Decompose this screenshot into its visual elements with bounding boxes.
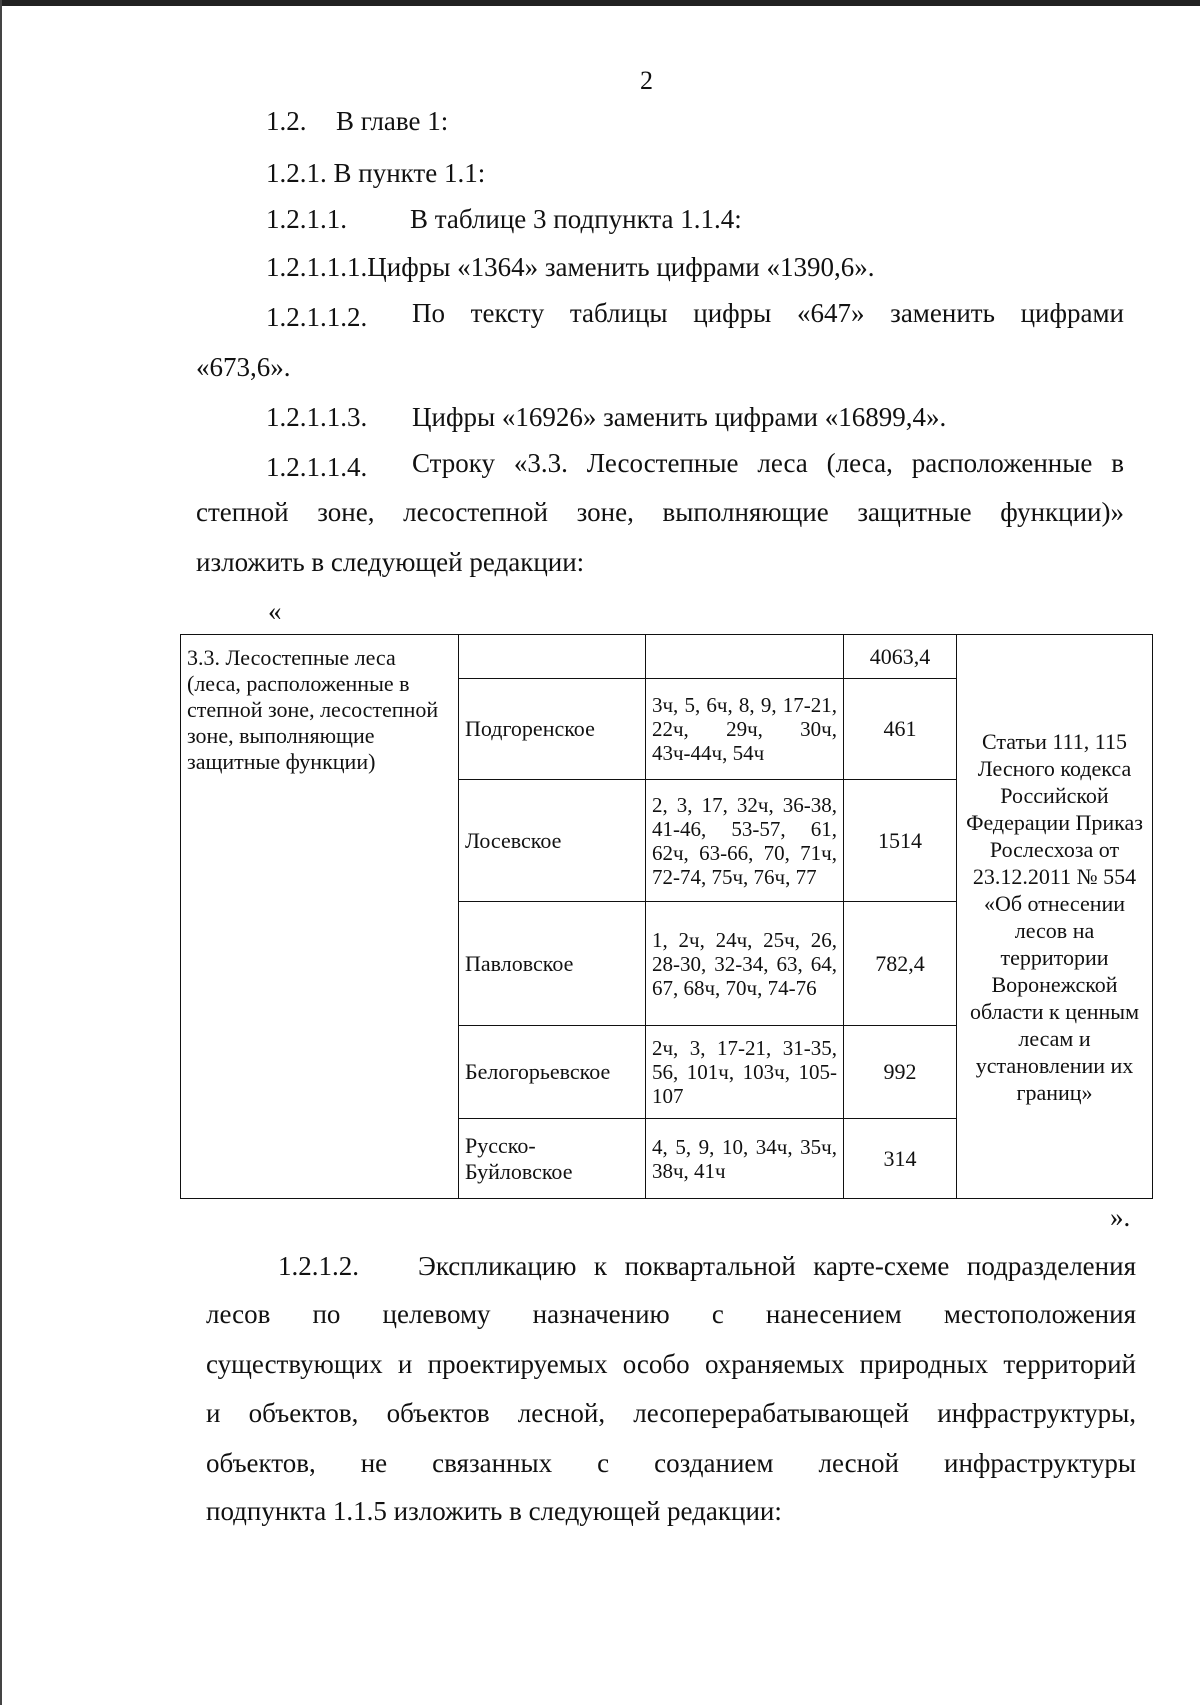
area-cell: 461 (844, 679, 957, 780)
clause-number: 1.2. (266, 106, 307, 136)
forestry-name-cell: Подгоренское (459, 679, 646, 780)
clause-text: В главе 1: (336, 106, 449, 136)
quarters-cell: 1, 2ч, 24ч, 25ч, 26, 28-30, 32-34, 63, 64, 67, 68ч, 70ч, 74-76 (646, 902, 844, 1026)
total-area-cell: 4063,4 (844, 635, 957, 679)
close-quote: ». (1110, 1202, 1131, 1232)
paragraph-1-2-1-1-4-number: 1.2.1.1.4. (266, 452, 368, 482)
open-quote: « (268, 596, 282, 626)
paragraph-1-2-1-2-line-2: лесов по целевому назначению с нанесением местоположения (206, 1299, 1136, 1329)
paragraph-1-2-1-2-line-5: объектов, не связанных с созданием лесной инфраструктуры (206, 1448, 1136, 1478)
paragraph-1-2-1-1-2-line-2: «673,6». (196, 352, 291, 382)
paragraph-1-2-1-1-3 (266, 402, 946, 433)
quarters-cell: 3ч, 5, 6ч, 8, 9, 17-21, 22ч, 29ч, 30ч, 43ч-44ч, 54ч (646, 679, 844, 780)
paragraph-1-2-1-1-4-line-1: Строку «3.3. Лесостепные леса (леса, расположенные в (412, 448, 1124, 478)
paragraph-1-2-1-1-2-line-1: По текстy таблицы цифры «647» заменить цифрами (412, 298, 1124, 328)
paragraph-1-2-1: 1.2.1. В пункте 1.1: (266, 158, 486, 188)
area-cell: 782,4 (844, 902, 957, 1026)
paragraph-1-2-1-1-1: 1.2.1.1.1.Цифры «1364» заменить цифрами «1390,6». (266, 252, 875, 282)
category-cell: 3.3. Лесостепные леса (леса, расположенные в степной зоне, лесостепной зоне, выполняющие защитные функции) (181, 635, 459, 1199)
paragraph-1-2-1-1-2-number: 1.2.1.1.2. (266, 302, 368, 332)
paragraph-1-2-1-1-4-line-2: степной зоне, лесостепной зоне, выполняющие защитные функции)» (196, 497, 1124, 527)
forestry-name-cell: Павловское (459, 902, 646, 1026)
area-cell: 314 (844, 1119, 957, 1199)
paragraph-1-2-1-1-4-line-3: изложить в следующей редакции: (196, 547, 585, 577)
paragraph-1-2-1-1 (266, 204, 742, 235)
forestry-name-cell: Лосевское (459, 780, 646, 902)
clause-number: 1.2.1.1.3. (266, 402, 368, 432)
area-cell: 992 (844, 1026, 957, 1119)
table-row-total (181, 635, 1153, 679)
quarters-cell: 4, 5, 9, 10, 34ч, 35ч, 38ч, 41ч (646, 1119, 844, 1199)
clause-text: В таблице 3 подпункта 1.1.4: (410, 204, 742, 234)
clause-text: Цифры «16926» заменить цифрами «16899,4». (412, 402, 947, 432)
forestry-name-cell: Русско-Буйловское (459, 1119, 646, 1199)
legal-basis-cell: Статьи 111, 115 Лесного кодекса Российской Федерации Приказ Рослесхоза от 23.12.2011 № 554 «Об отнесении лесов на территории Воронежской области к ценным лесам и установлении их границ» (957, 635, 1153, 1199)
paragraph-1-2-1-2-number: 1.2.1.2. (278, 1251, 359, 1281)
forestry-name-cell: Белогорьевское (459, 1026, 646, 1119)
quarters-cell: 2ч, 3, 17-21, 31-35, 56, 101ч, 103ч, 105-107 (646, 1026, 844, 1119)
paragraph-1-2-1-2-line-6: подпункта 1.1.5 изложить в следующей редакции: (206, 1496, 782, 1526)
scan-edge-left (0, 0, 2, 1705)
empty-cell (646, 635, 844, 679)
paragraph-1-2 (266, 106, 448, 137)
paragraph-1-2-1-2-line-4: и объектов, объектов лесной, лесоперерабатывающей инфраструктуры, (206, 1398, 1136, 1428)
clause-number: 1.2.1.1. (266, 204, 347, 234)
forest-table (180, 634, 1153, 1199)
paragraph-1-2-1-2-line-3: существующих и проектируемых особо охраняемых природных территорий (206, 1349, 1136, 1379)
page-number: 2 (640, 66, 653, 95)
quarters-cell: 2, 3, 17, 32ч, 36-38, 41-46, 53-57, 61, 62ч, 63-66, 70, 71ч, 72-74, 75ч, 76ч, 77 (646, 780, 844, 902)
paragraph-1-2-1-2-line-1: Экспликацию к поквартальной карте-схеме подразделения (418, 1251, 1136, 1281)
empty-cell (459, 635, 646, 679)
scan-edge-top (0, 0, 1200, 6)
area-cell: 1514 (844, 780, 957, 902)
